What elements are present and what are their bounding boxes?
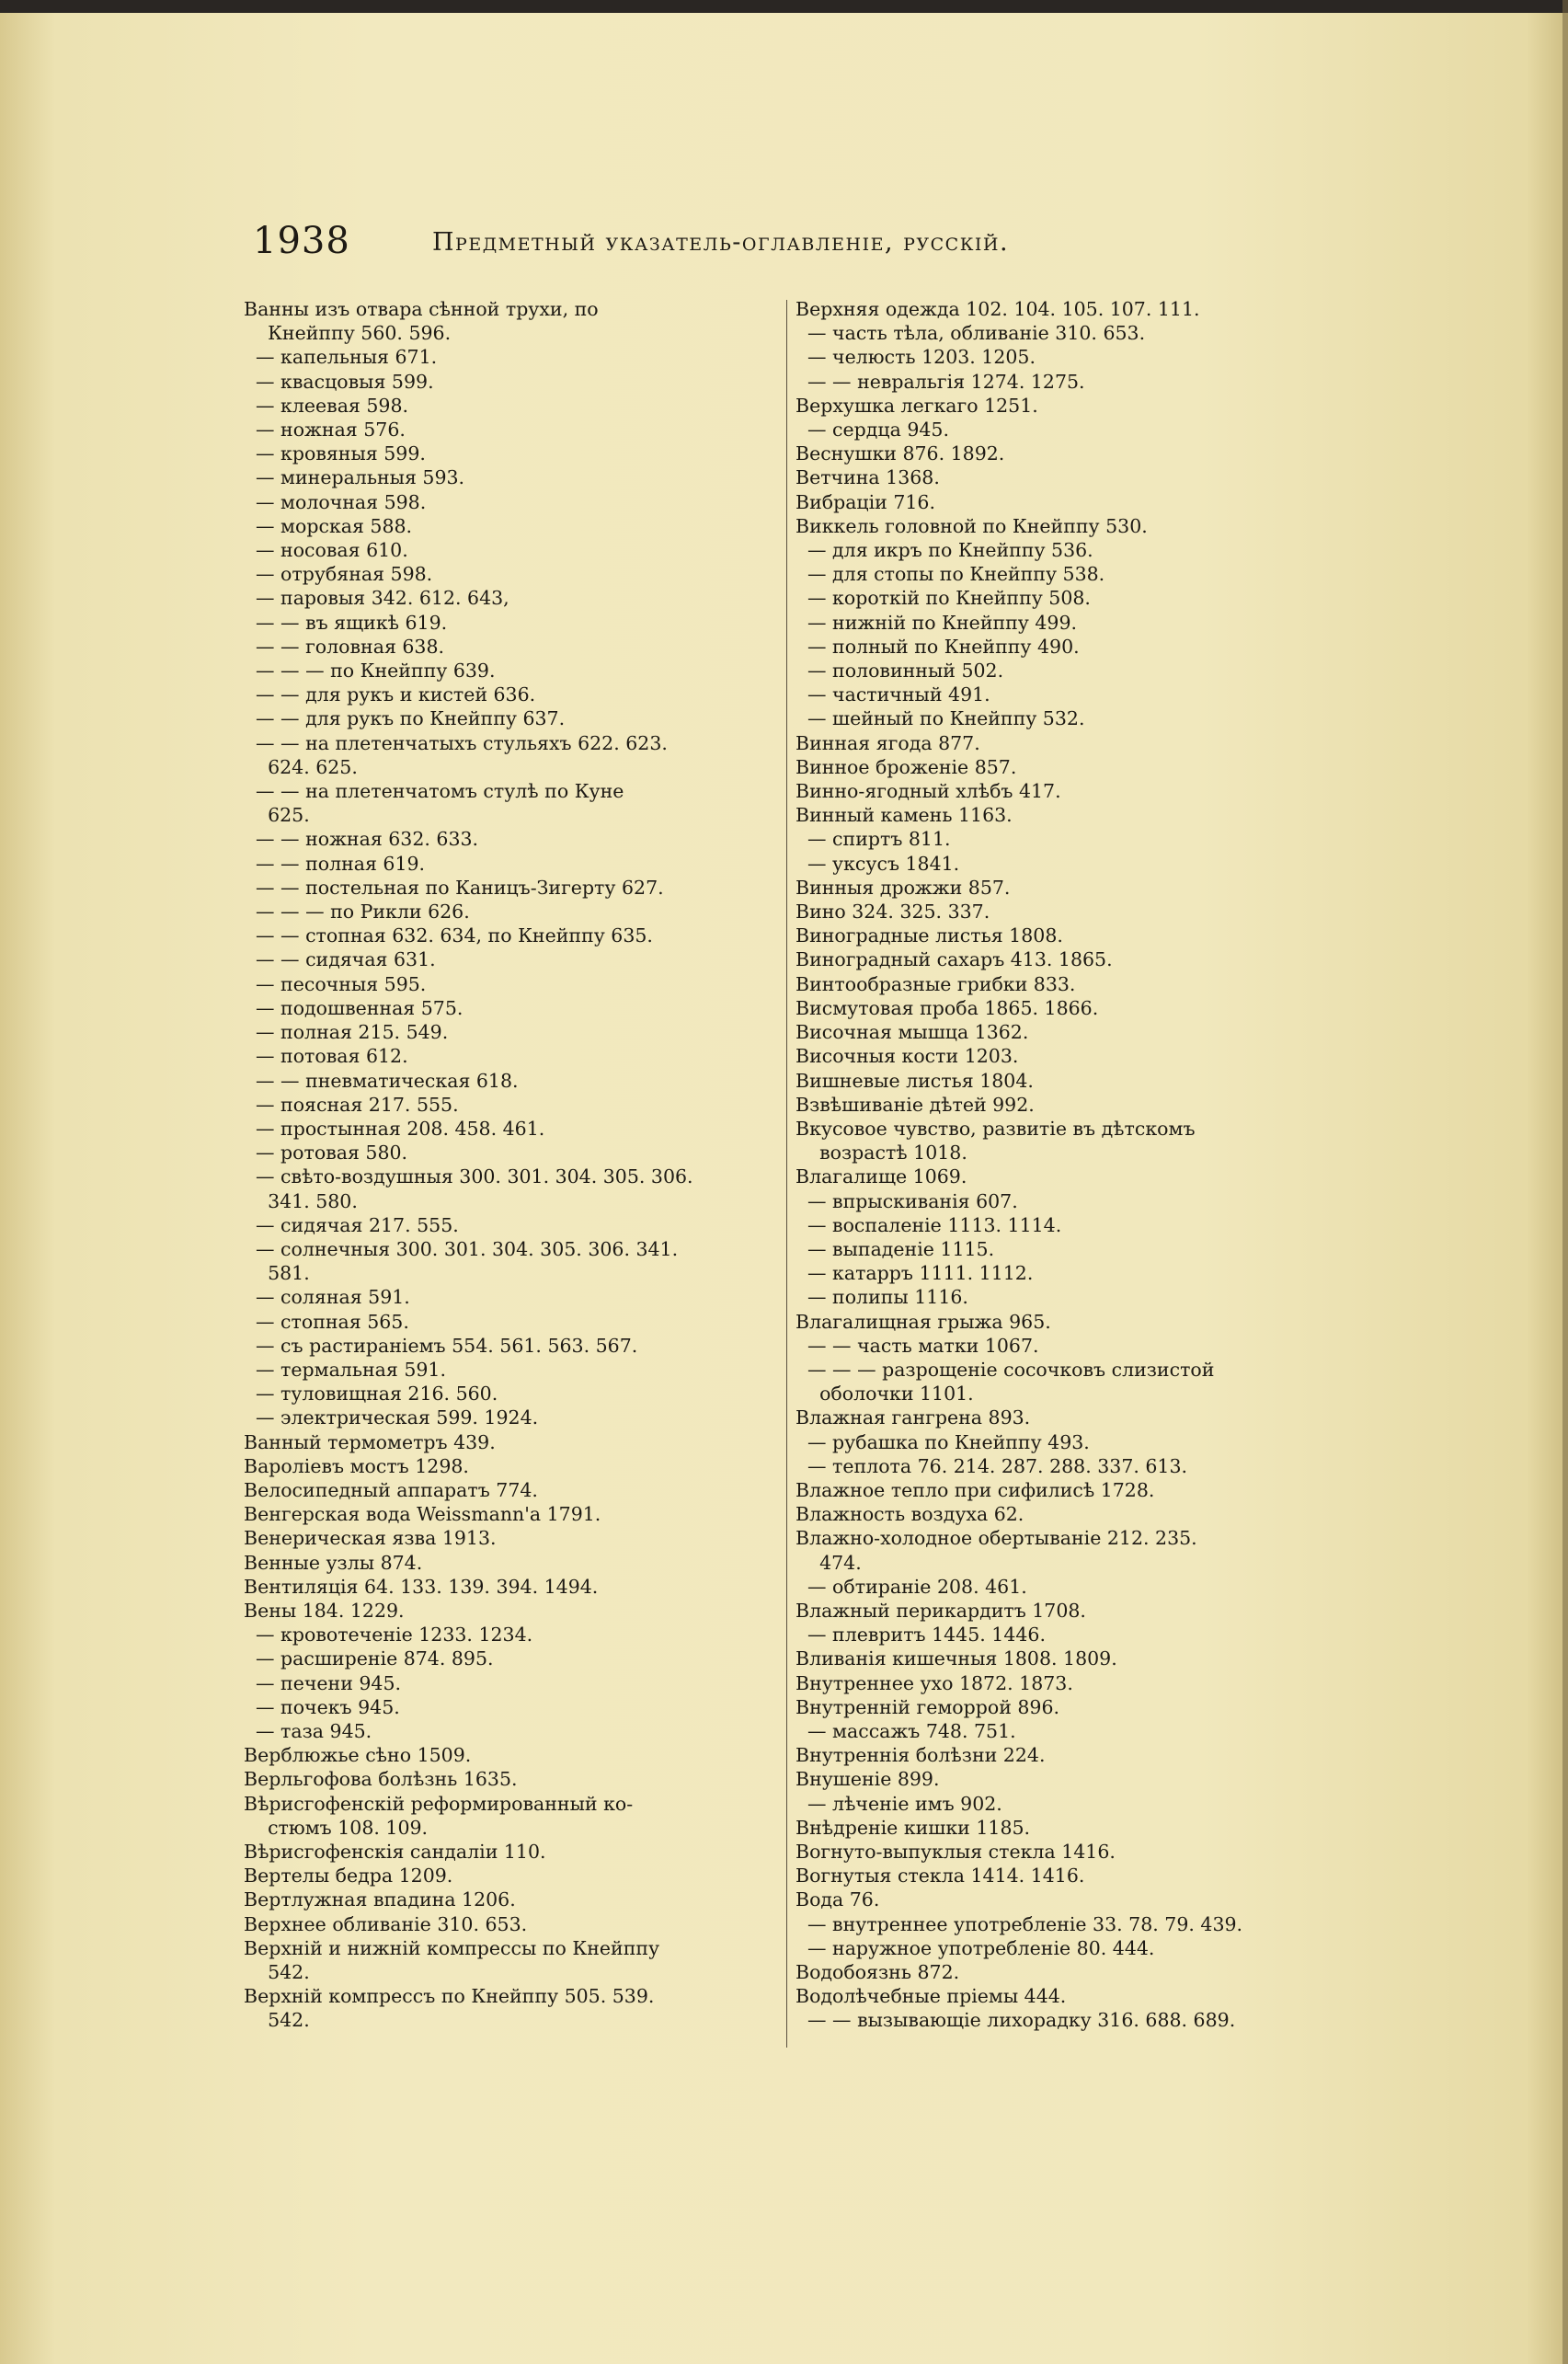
- index-entry: Влажность воздуха 62.: [795, 1503, 1024, 1526]
- index-column-right: [795, 297, 1329, 2033]
- index-entry: — песочныя 595.: [244, 972, 427, 995]
- index-entry: Вкусовое чувство, развитіе въ дѣтскомъ: [795, 1117, 1196, 1140]
- index-entry: Венгерская вода Weissmann'a 1791.: [244, 1503, 601, 1526]
- index-entry: — — — по Кнейппу 639.: [244, 660, 496, 683]
- index-entry: — выпаденіе 1115.: [795, 1237, 995, 1260]
- index-entry: 581.: [244, 1262, 310, 1285]
- index-entry: Водобоязнь 872.: [795, 1961, 960, 1984]
- index-entry: — челюсть 1203. 1205.: [795, 346, 1036, 369]
- index-entry: — почекъ 945.: [244, 1695, 400, 1718]
- index-entry: — ножная 576.: [244, 419, 406, 442]
- index-entry: — электрическая 599. 1924.: [244, 1406, 539, 1429]
- index-entry: Вароліевъ мостъ 1298.: [244, 1454, 469, 1477]
- index-entry: — половинный 502.: [795, 660, 1004, 683]
- index-entry: — для стопы по Кнейппу 538.: [795, 563, 1105, 586]
- index-entry: — — постельная по Каницъ-Зигерту 627.: [244, 876, 664, 899]
- index-entry: Вены 184. 1229.: [244, 1599, 405, 1622]
- index-entry: возрастѣ 1018.: [795, 1142, 967, 1165]
- index-entry: — теплота 76. 214. 287. 288. 337. 613.: [795, 1454, 1188, 1477]
- index-entry: Винная ягода 877.: [795, 731, 980, 754]
- index-entry: Внѣдреніе кишки 1185.: [795, 1816, 1031, 1839]
- page-number: 1938: [253, 220, 350, 262]
- index-entry: — клеевая 598.: [244, 394, 409, 417]
- running-title: Предметный указатель-оглавленіе, русскій.: [432, 228, 1010, 257]
- index-entry: 542.: [244, 1961, 310, 1984]
- index-entry: Влажная гангрена 893.: [795, 1406, 1031, 1429]
- index-entry: 474.: [795, 1551, 862, 1574]
- index-entry: 624. 625.: [244, 755, 358, 778]
- index-entry: — воспаленіе 1113. 1114.: [795, 1213, 1062, 1236]
- index-entry: Взвѣшиваніе дѣтей 992.: [795, 1093, 1035, 1116]
- index-entry: — соляная 591.: [244, 1286, 410, 1309]
- index-entry: — квасцовыя 599.: [244, 370, 434, 393]
- index-column-left: [244, 297, 782, 2033]
- index-entry: — — часть матки 1067.: [795, 1334, 1039, 1357]
- index-entry: — поясная 217. 555.: [244, 1093, 459, 1116]
- index-entry: — — для рукъ и кистей 636.: [244, 683, 536, 706]
- index-entry: Винно-ягодный хлѣбъ 417.: [795, 780, 1061, 803]
- index-entry: — внутреннее употребленіе 33. 78. 79. 439.: [795, 1912, 1243, 1935]
- index-entry: Внутреннее ухо 1872. 1873.: [795, 1671, 1073, 1694]
- index-entry: Веснушки 876. 1892.: [795, 442, 1005, 465]
- index-entry: Влажное тепло при сифилисѣ 1728.: [795, 1478, 1155, 1501]
- index-entry: Кнейппу 560. 596.: [244, 322, 452, 345]
- index-entry: — простынная 208. 458. 461.: [244, 1117, 545, 1140]
- index-entry: — полный по Кнейппу 490.: [795, 635, 1080, 658]
- index-entry: — съ растираніемъ 554. 561. 563. 567.: [244, 1334, 638, 1357]
- index-entry: — сидячая 217. 555.: [244, 1213, 459, 1236]
- index-entry: Верхушка легкаго 1251.: [795, 394, 1038, 417]
- index-entry: — короткій по Кнейппу 508.: [795, 587, 1091, 610]
- index-entry: Вино 324. 325. 337.: [795, 901, 990, 924]
- index-entry: — наружное употребленіе 80. 444.: [795, 1936, 1155, 1959]
- index-entry: — — сидячая 631.: [244, 948, 436, 971]
- index-entry: Височная мышца 1362.: [795, 1021, 1029, 1044]
- index-entry: — — полная 619.: [244, 852, 426, 875]
- index-entry: — подошвенная 575.: [244, 996, 464, 1019]
- index-entry: Вѣрисгофенскій реформированный ко-: [244, 1792, 634, 1815]
- index-entry: — потовая 612.: [244, 1045, 408, 1068]
- index-entry: Вертлужная впадина 1206.: [244, 1888, 516, 1911]
- index-entry: — — вызывающіе лихорадку 316. 688. 689.: [795, 2009, 1236, 2032]
- index-entry: Верблюжье сѣно 1509.: [244, 1744, 472, 1767]
- index-entry: — — пневматическая 618.: [244, 1069, 519, 1092]
- index-entry: Верхнее обливаніе 310. 653.: [244, 1912, 528, 1935]
- index-entry: — — головная 638.: [244, 635, 445, 658]
- index-entry: — шейный по Кнейппу 532.: [795, 707, 1085, 730]
- index-entry: Внутренній геморрой 896.: [795, 1695, 1060, 1718]
- page-header: [253, 213, 1292, 269]
- index-entry: — рубашка по Кнейппу 493.: [795, 1430, 1090, 1453]
- index-entry: — свѣто-воздушныя 300. 301. 304. 305. 306.: [244, 1165, 693, 1188]
- index-entry: — полная 215. 549.: [244, 1021, 449, 1044]
- index-entry: — отрубяная 598.: [244, 563, 433, 586]
- index-entry: Венерическая язва 1913.: [244, 1527, 497, 1550]
- index-entry: Верхняя одежда 102. 104. 105. 107. 111.: [795, 298, 1200, 320]
- scan-top-band: [0, 0, 1568, 13]
- index-entry: Вогнутыя стекла 1414. 1416.: [795, 1865, 1085, 1888]
- index-entry: — молочная 598.: [244, 490, 427, 513]
- index-entry: — обтираніе 208. 461.: [795, 1575, 1027, 1598]
- index-entry: Ветчина 1368.: [795, 466, 940, 489]
- index-entry: 542.: [244, 2009, 310, 2032]
- index-entry: — термальная 591.: [244, 1358, 446, 1381]
- index-entry: — морская 588.: [244, 514, 413, 537]
- page-edge-shadow: [1562, 0, 1568, 2364]
- index-entry: — лѣченіе имъ 902.: [795, 1792, 1002, 1815]
- index-entry: — кровяныя 599.: [244, 442, 426, 465]
- index-entry: Вертелы бедра 1209.: [244, 1865, 453, 1888]
- index-entry: — паровыя 342. 612. 643,: [244, 587, 509, 610]
- index-entry: Ванный термометръ 439.: [244, 1430, 496, 1453]
- index-entry: Винныя дрожжи 857.: [795, 876, 1011, 899]
- index-entry: — минеральныя 593.: [244, 466, 465, 489]
- index-entry: — частичный 491.: [795, 683, 990, 706]
- index-entry: Виноградные листья 1808.: [795, 924, 1063, 947]
- index-entry: — — на плетенчатыхъ стульяхъ 622. 623.: [244, 731, 668, 754]
- index-entry: — сердца 945.: [795, 419, 949, 442]
- index-entry: — солнечныя 300. 301. 304. 305. 306. 341.: [244, 1237, 679, 1260]
- index-entry: — полипы 1116.: [795, 1286, 968, 1309]
- index-entry: Велосипедный аппаратъ 774.: [244, 1478, 538, 1501]
- index-entry: — стопная 565.: [244, 1310, 409, 1333]
- index-entry: Ванны изъ отвара сѣнной трухи, по: [244, 298, 599, 320]
- index-entry: Верхній компрессъ по Кнейппу 505. 539.: [244, 1985, 655, 2008]
- index-entry: — — ножная 632. 633.: [244, 828, 479, 851]
- index-entry: — плевритъ 1445. 1446.: [795, 1624, 1046, 1647]
- index-entry: — капельныя 671.: [244, 346, 438, 369]
- column-divider: [786, 300, 787, 2048]
- index-entry: 341. 580.: [244, 1189, 358, 1212]
- index-entry: 625.: [244, 804, 310, 827]
- index-entry: — впрыскиванія 607.: [795, 1189, 1018, 1212]
- index-entry: — — стопная 632. 634, по Кнейппу 635.: [244, 924, 653, 947]
- index-entry: — спиртъ 811.: [795, 828, 951, 851]
- index-entry: — — невральгія 1274. 1275.: [795, 370, 1085, 393]
- index-entry: — туловищная 216. 560.: [244, 1383, 498, 1406]
- index-entry: — — въ ящикѣ 619.: [244, 611, 448, 634]
- index-entry: Вентиляція 64. 133. 139. 394. 1494.: [244, 1575, 599, 1598]
- index-entry: Виккель головной по Кнейппу 530.: [795, 514, 1148, 537]
- index-entry: Вибраціи 716.: [795, 490, 935, 513]
- index-entry: — — — по Рикли 626.: [244, 901, 470, 924]
- index-entry: Влажно-холодное обертываніе 212. 235.: [795, 1527, 1197, 1550]
- index-entry: Внушеніе 899.: [795, 1768, 940, 1791]
- index-entry: — ротовая 580.: [244, 1142, 408, 1165]
- index-entry: Влагалище 1069.: [795, 1165, 967, 1188]
- index-entry: Влажный перикардитъ 1708.: [795, 1599, 1086, 1622]
- index-entry: Винтообразные грибки 833.: [795, 972, 1076, 995]
- index-entry: Височныя кости 1203.: [795, 1045, 1019, 1068]
- index-entry: — — для рукъ по Кнейппу 637.: [244, 707, 566, 730]
- index-entry: — расширеніе 874. 895.: [244, 1647, 494, 1670]
- index-entry: Вѣрисгофенскія сандаліи 110.: [244, 1841, 546, 1863]
- index-entry: — таза 945.: [244, 1719, 372, 1742]
- index-entry: Верхній и нижній компрессы по Кнейппу: [244, 1936, 660, 1959]
- index-entry: Верльгофова болѣзнь 1635.: [244, 1768, 518, 1791]
- index-entry: Водолѣчебные пріемы 444.: [795, 1985, 1067, 2008]
- index-entry: Венные узлы 874.: [244, 1551, 423, 1574]
- index-entry: Влагалищная грыжа 965.: [795, 1310, 1051, 1333]
- index-entry: Висмутовая проба 1865. 1866.: [795, 996, 1099, 1019]
- index-entry: Винное броженіе 857.: [795, 755, 1017, 778]
- index-entry: Вогнуто-выпуклыя стекла 1416.: [795, 1841, 1116, 1863]
- index-entry: Винный камень 1163.: [795, 804, 1013, 827]
- index-entry: — уксусъ 1841.: [795, 852, 960, 875]
- index-entry: — массажъ 748. 751.: [795, 1719, 1016, 1742]
- index-entry: оболочки 1101.: [795, 1383, 974, 1406]
- index-entry: Виноградный сахаръ 413. 1865.: [795, 948, 1113, 971]
- index-entry: Вливанія кишечныя 1808. 1809.: [795, 1647, 1117, 1670]
- index-entry: — носовая 610.: [244, 539, 408, 562]
- index-entry: — для икръ по Кнейппу 536.: [795, 539, 1093, 562]
- index-entry: — кровотеченіе 1233. 1234.: [244, 1624, 533, 1647]
- index-entry: Вишневые листья 1804.: [795, 1069, 1034, 1092]
- index-entry: Вода 76.: [795, 1888, 880, 1911]
- index-entry: стюмъ 108. 109.: [244, 1816, 429, 1839]
- index-entry: — катарръ 1111. 1112.: [795, 1262, 1034, 1285]
- index-entry: — часть тѣла, обливаніе 310. 653.: [795, 322, 1146, 345]
- index-entry: — нижній по Кнейппу 499.: [795, 611, 1078, 634]
- index-entry: Внутреннія болѣзни 224.: [795, 1744, 1046, 1767]
- index-entry: — печени 945.: [244, 1671, 402, 1694]
- index-entry: — — — разрощеніе сосочковъ слизистой: [795, 1358, 1215, 1381]
- index-entry: — — на плетенчатомъ стулѣ по Куне: [244, 780, 624, 803]
